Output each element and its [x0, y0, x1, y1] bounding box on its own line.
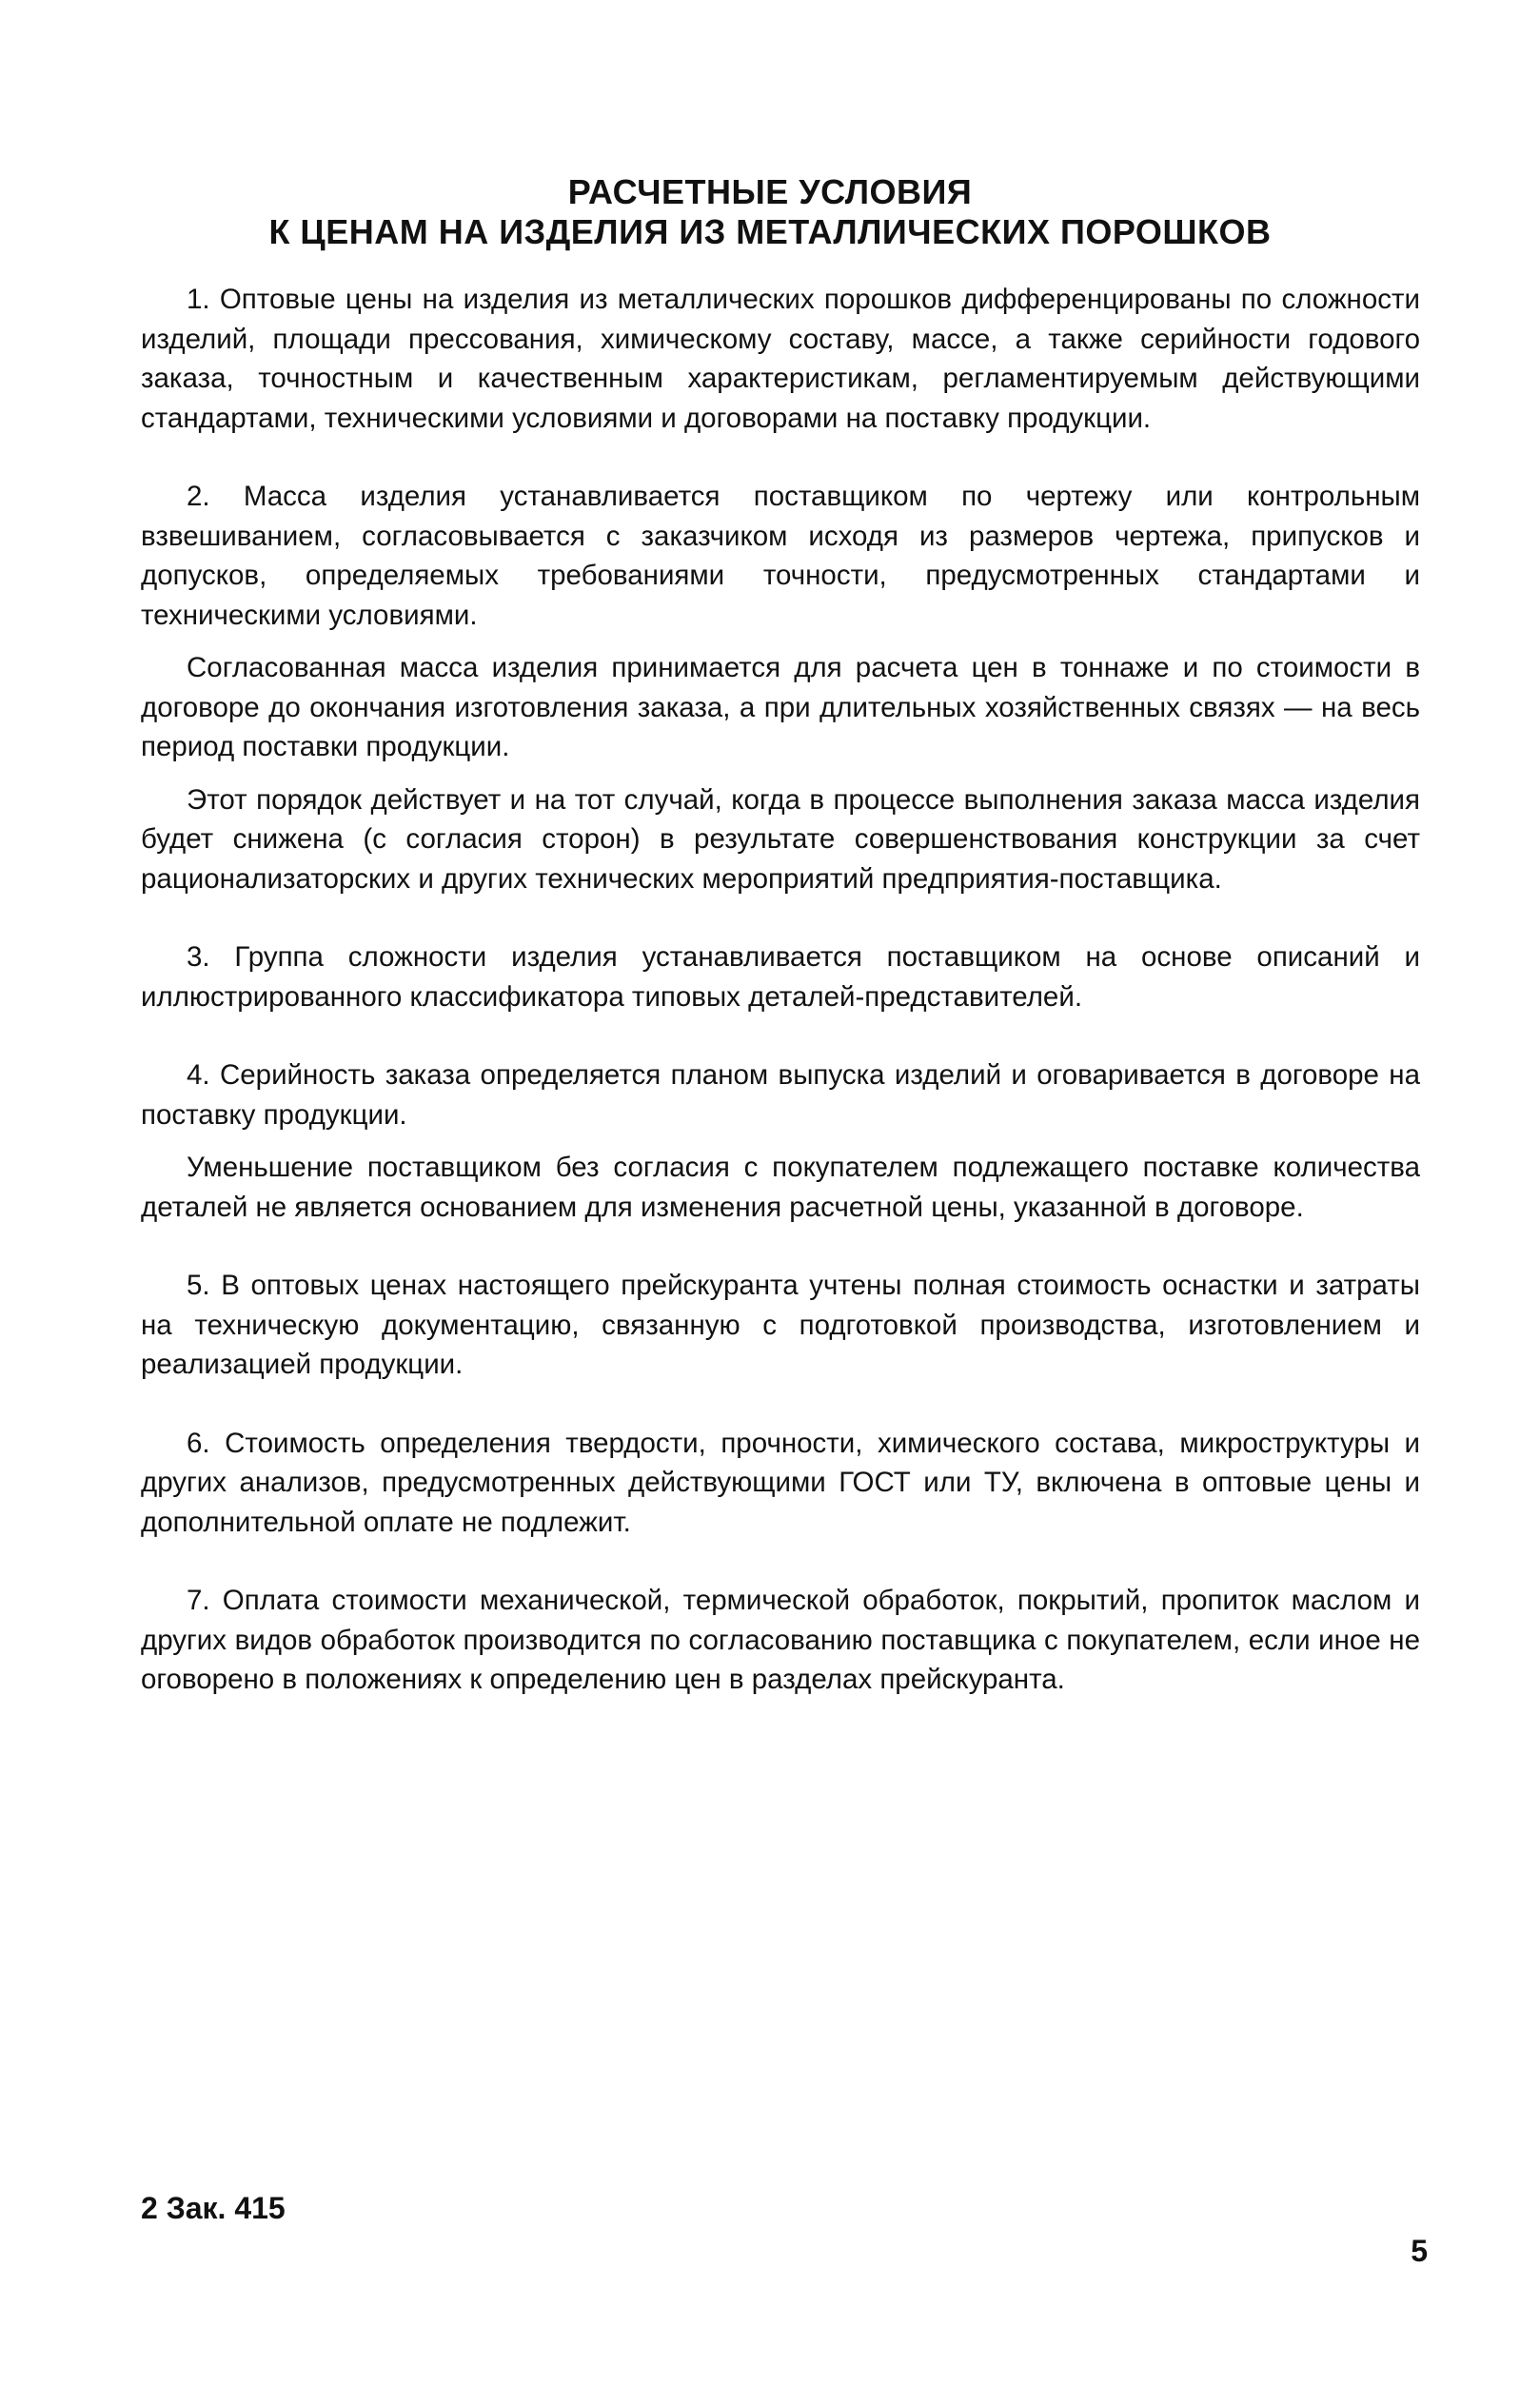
paragraph-7: 7. Оплата стоимости механической, термической обработок, покрытий, пропиток маслом и других видов обработок производится по согласованию поставщика с покупателем, если иное не оговорено в положениях к определению цен в разделах прейскуранта.	[141, 1585, 1420, 1695]
order-number: 2 Зак. 415	[141, 2191, 286, 2225]
document-title-line-1: РАСЧЕТНЫЕ УСЛОВИЯ	[567, 172, 973, 211]
paragraph-6: 6. Стоимость определения твердости, прочности, химического состава, микроструктуры и других анализов, предусмотренных действующими ГОСТ или ТУ, включена в оптовые цены и дополнительной оплате не подлежит.	[141, 1427, 1420, 1538]
paragraph-1: 1. Оптовые цены на изделия из металлических порошков дифференцированы по сложности изделий, площади прессования, химическому составу, массе, а также серийности годового заказа, точностным и качественным характеристикам, регламентируемым действующими стандартами, техническими условиями и договорами на поставку продукции.	[141, 284, 1420, 434]
document-body	[141, 280, 1420, 1700]
page-number: 5	[1411, 2234, 1428, 2268]
paragraph-2: 2. Масса изделия устанавливается поставщиком по чертежу или контрольным взвешиванием, согласовывается с заказчиком исходя из размеров чертежа, припусков и допусков, определяемых требованиями точности, предусмотренных стандартами и техническими условиями.	[141, 481, 1420, 631]
paragraph-2-continuation-2: Этот порядок действует и на тот случай, когда в процессе выполнения заказа масса изделия будет снижена (с согласия сторон) в результате совершенствования конструкции за счет рационализаторских и других технических мероприятий предприятия-поставщика.	[141, 783, 1420, 895]
document-title-line-2: К ЦЕНАМ НА ИЗДЕЛИЯ ИЗ МЕТАЛЛИЧЕСКИХ ПОРОШКОВ	[268, 212, 1272, 251]
paragraph-5: 5. В оптовых ценах настоящего прейскуранта учтены полная стоимость оснастки и затраты на техническую документацию, связанную с подготовкой производства, изготовлением и реализацией продукции.	[141, 1270, 1420, 1380]
paragraph-3: 3. Группа сложности изделия устанавливается поставщиком на основе описаний и иллюстрированного классификатора типовых деталей-представителей.	[141, 941, 1420, 1013]
paragraph-4-continuation: Уменьшение поставщиком без согласия с покупателем подлежащего поставке количества деталей не является основанием для изменения расчетной цены, указанной в договоре.	[141, 1152, 1420, 1223]
paragraph-2-continuation-1: Согласованная масса изделия принимается для расчета цен в тоннаже и по стоимости в договоре до окончания изготовления заказа, а при длительных хозяйственных связях — на весь период поставки продукции.	[141, 652, 1420, 762]
paragraph-4: 4. Серийность заказа определяется планом выпуска изделий и оговаривается в договоре на поставку продукции.	[141, 1059, 1420, 1131]
